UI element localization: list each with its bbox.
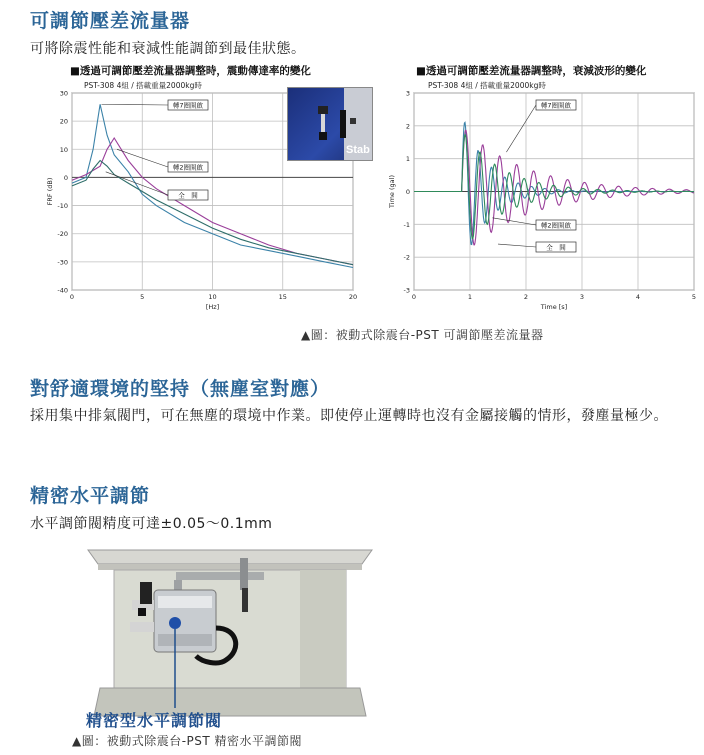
chart1-subtitle: PST-308 4組 / 搭載重量2000kg時 <box>84 81 202 90</box>
valve-label-icon <box>169 617 181 629</box>
caption-leveling: ▲圖：被動式除震台-PST 精密水平調節閥 <box>72 734 303 748</box>
photo-label: 精密型水平調節閥 <box>86 711 223 730</box>
annotation-label: 轉7圈開啟 <box>540 101 572 110</box>
caption-damper: ▲圖：被動式除震台-PST 可調節壓差流量器 <box>301 328 544 342</box>
x-axis-label: [Hz] <box>205 303 220 311</box>
section-heading-cleanroom: 對舒適環境的堅持（無塵室對應） <box>30 378 331 400</box>
x-axis-label: Time [s] <box>540 303 568 311</box>
chart2-subtitle: PST-308 4組 / 搭載重量2000kg時 <box>428 81 546 90</box>
y-tick-label: 1 <box>405 155 410 164</box>
x-tick-label: 5 <box>140 293 145 301</box>
annotation-label: 轉2圈開啟 <box>172 163 204 172</box>
x-tick-label: 3 <box>579 293 585 301</box>
annotation-label: 全 開 <box>178 191 198 200</box>
damper-inset-photo <box>287 87 373 161</box>
y-tick-label: 30 <box>59 89 68 98</box>
x-tick-label: 20 <box>348 293 358 301</box>
y-tick-label: -1 <box>403 220 410 229</box>
x-tick-label: 15 <box>278 293 287 301</box>
x-tick-label: 2 <box>523 293 529 301</box>
y-tick-label: 3 <box>405 89 410 98</box>
section-desc-leveling: 水平調節閥精度可達±0.05〜0.1mm <box>30 516 273 532</box>
y-tick-label: -3 <box>403 286 410 295</box>
y-tick-label: -30 <box>57 258 68 267</box>
section-heading-leveling: 精密水平調節 <box>30 485 151 507</box>
y-tick-label: 0 <box>63 173 68 182</box>
x-tick-label: 0 <box>69 293 75 301</box>
leveling-valve-photo <box>80 538 380 718</box>
y-tick-label: 2 <box>405 122 410 131</box>
x-tick-label: 4 <box>635 293 641 301</box>
annotation-label: 轉2圈開啟 <box>540 221 572 230</box>
annotation-label: 全 開 <box>546 243 566 252</box>
x-tick-label: 0 <box>411 293 417 301</box>
y-tick-label: -40 <box>57 286 68 295</box>
y-tick-label: -20 <box>57 230 68 239</box>
decay-chart <box>384 88 704 313</box>
x-tick-label: 5 <box>691 293 697 301</box>
y-axis-label: FRF (dB) <box>46 177 54 206</box>
x-tick-label: 10 <box>208 293 217 301</box>
section-desc-cleanroom: 採用集中排氣閥門，可在無塵的環境中作業。即使停止運轉時也沒有金屬接觸的情形，發塵量極少。 <box>30 408 668 424</box>
section-heading-damper: 可調節壓差流量器 <box>30 10 191 32</box>
y-tick-label: 10 <box>59 145 68 154</box>
y-tick-label: -2 <box>403 253 410 262</box>
x-tick-label: 1 <box>467 293 473 301</box>
section-desc-damper: 可將除震性能和衰減性能調節到最佳狀態。 <box>30 41 306 57</box>
y-tick-label: 0 <box>405 188 410 196</box>
y-axis-label: Time (gal) <box>388 175 396 208</box>
inset-label: Stab <box>346 144 370 156</box>
chart2-title: ■透過可調節壓差流量器調整時，衰減波形的變化 <box>416 65 647 77</box>
y-tick-label: 20 <box>59 117 68 126</box>
chart1-title: ■透過可調節壓差流量器調整時，震動傳達率的變化 <box>70 65 311 77</box>
annotation-label: 轉7圈開啟 <box>172 101 204 110</box>
y-tick-label: -10 <box>57 202 68 211</box>
